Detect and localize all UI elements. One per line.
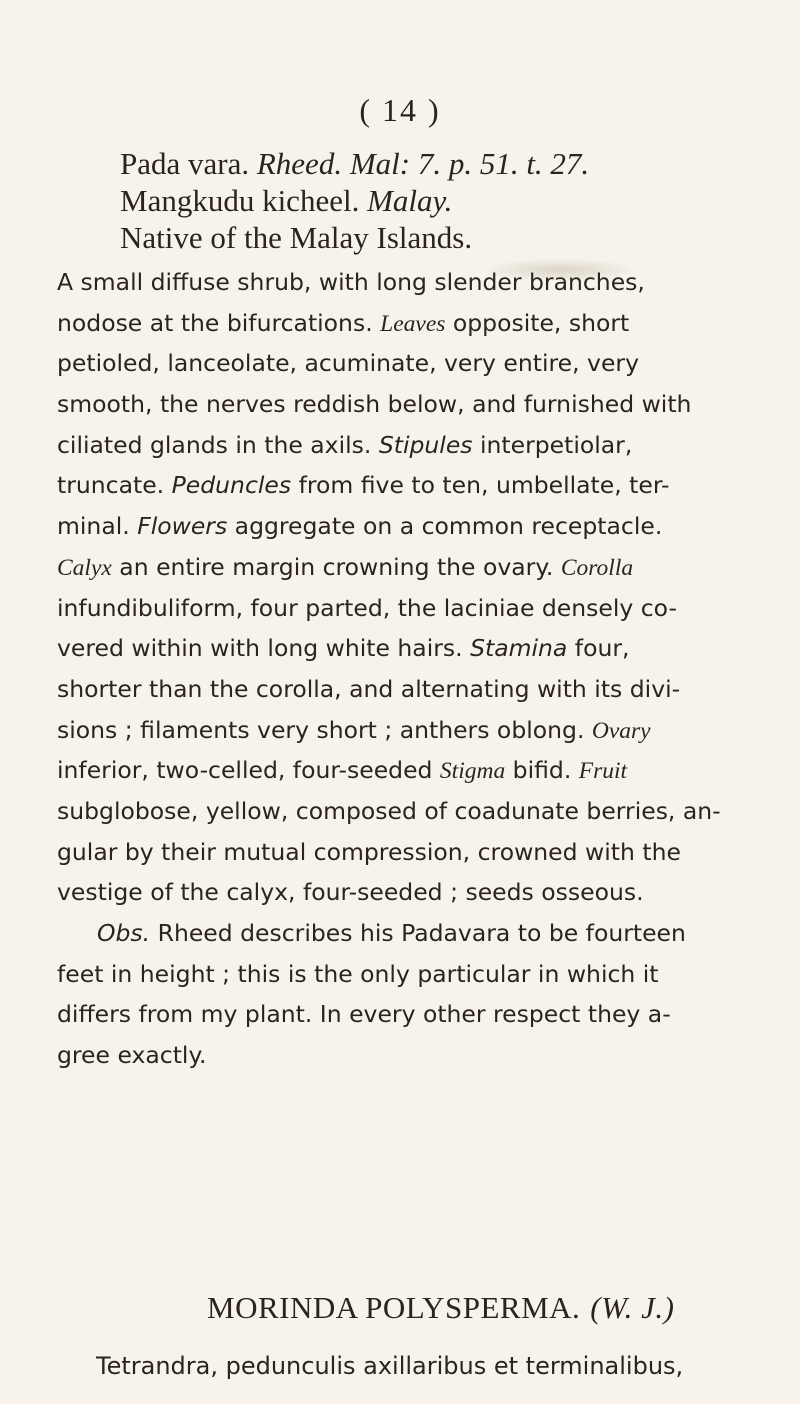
observation-line <box>57 913 759 954</box>
latin-diagnosis: Tetrandra, pedunculis axillaribus et terminalibus, <box>96 1352 684 1380</box>
text-run: sions ; filaments very short ; anthers oblong. <box>57 715 592 744</box>
text-run: truncate. <box>57 471 172 500</box>
vernacular-name: Pada vara. <box>120 146 257 181</box>
text-line <box>57 750 759 791</box>
text-line <box>57 506 759 547</box>
term-stamina: Stamina <box>470 634 568 663</box>
text-run: inferior, two-celled, four-seeded <box>57 756 440 785</box>
text-line <box>57 710 759 751</box>
text-run: from five to ten, umbellate, ter- <box>291 471 670 500</box>
species-name: MORINDA POLYSPERMA. <box>207 1290 581 1325</box>
term-ovary: Ovary <box>591 717 651 744</box>
term-peduncles: Peduncles <box>171 471 292 500</box>
term-stigma: Stigma <box>439 758 506 785</box>
text-line <box>57 425 759 466</box>
text-run: four, <box>567 634 630 663</box>
habitat-line: Native of the Malay Islands. <box>120 220 473 255</box>
obs-label: Obs. <box>97 919 151 947</box>
species-author: (W. J.) <box>590 1290 675 1325</box>
synonym-line-malay <box>120 182 780 219</box>
observation-line: gree exactly. <box>57 1041 207 1070</box>
text-run: aggregate on a common receptacle. <box>227 512 663 541</box>
text-line: smooth, the nerves reddish below, and furnished with <box>57 390 692 419</box>
text-line: shorter than the corolla, and alternating with its divi- <box>57 674 681 703</box>
text-run: opposite, short <box>445 308 630 337</box>
reference-citation: : 7. p. 51. t. 27. <box>399 146 590 181</box>
text-line <box>57 465 759 506</box>
term-corolla: Corolla <box>560 554 634 581</box>
text-line: A small diffuse shrub, with long slender branches, <box>57 268 645 296</box>
text-line: petioled, lanceolate, acuminate, very entire, very <box>57 349 639 378</box>
text-line: gular by their mutual compression, crowned with the <box>57 837 681 866</box>
synonym-line-rheede <box>120 145 780 182</box>
text-line: subglobose, yellow, composed of coadunate berries, an- <box>57 796 721 825</box>
text-line <box>57 628 759 669</box>
observation-line: differs from my plant. In every other respect they a- <box>57 1000 671 1029</box>
language-italic: Malay. <box>367 183 453 218</box>
species-description <box>57 262 759 1076</box>
synonymy-block <box>120 145 780 256</box>
text-line: vestige of the calyx, four-seeded ; seeds osseous. <box>57 878 644 907</box>
text-run: minal. <box>57 512 138 541</box>
reference-italic: Rheed. Mal <box>256 146 400 181</box>
term-fruit: Fruit <box>578 758 628 785</box>
text-line: infundibuliform, four parted, the laciniae densely co- <box>57 593 677 622</box>
term-leaves: Leaves <box>380 310 446 337</box>
text-run: Rheed describes his Padavara to be fourteen <box>150 919 686 947</box>
text-run: interpetiolar, <box>472 430 633 459</box>
text-run: nodose at the bifurcations. <box>57 308 381 337</box>
term-stipules: Stipules <box>378 430 473 459</box>
species-heading <box>207 1290 674 1326</box>
text-run: bifid. <box>505 756 579 785</box>
text-run: vered within with long white hairs. <box>57 634 471 663</box>
page-number: ( 14 ) <box>359 92 441 128</box>
vernacular-name: Mangkudu kicheel. <box>120 183 368 218</box>
term-calyx: Calyx <box>57 554 112 581</box>
text-line <box>57 303 759 344</box>
observation-line: feet in height ; this is the only particular in which it <box>57 959 659 988</box>
text-run: an entire margin crowning the ovary. <box>111 552 561 581</box>
text-line <box>57 547 759 588</box>
term-flowers: Flowers <box>137 512 228 541</box>
text-run: ciliated glands in the axils. <box>57 430 379 459</box>
